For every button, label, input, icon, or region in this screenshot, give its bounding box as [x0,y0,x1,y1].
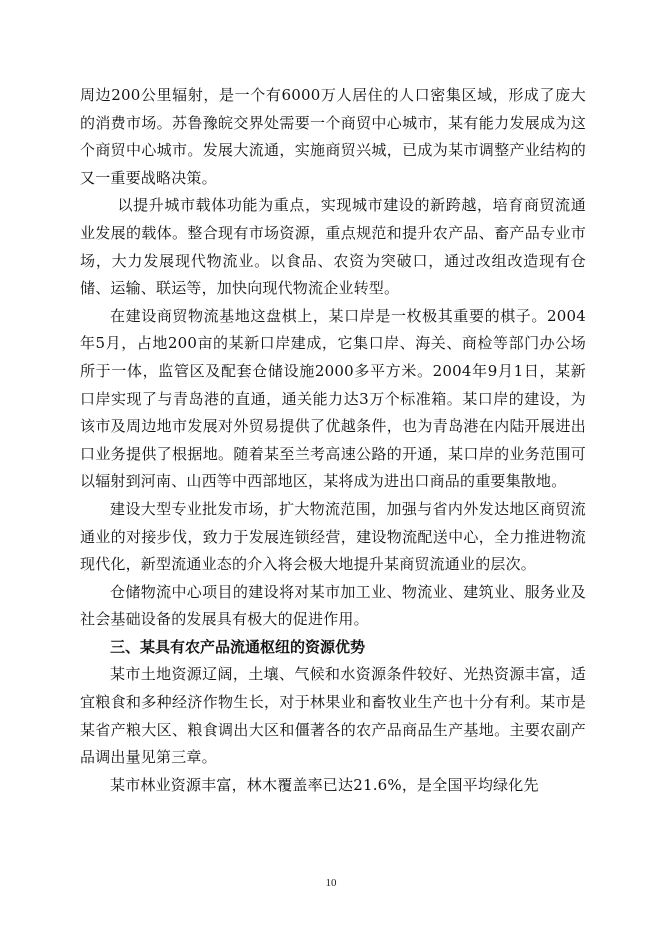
paragraph-forestry-resources: 某市林业资源丰富，林木覆盖率已达21.6%，是全国平均绿化先 [110,775,539,794]
paragraph-land-resources: 某市土地资源辽阔，土壤、气候和水资源条件较好、光热资源丰富，适宜粮食和多种经济作物生长，对于林果业和畜牧业生产也十分有利。某市是某省产粮大区、粮食调出大区和僵著各的农产品商品生产基地。主要农副产品调出量见第三章。 [80,665,586,767]
body-text [80,82,586,799]
paragraph-regional-market: 周边200公里辐射，是一个有6000万人居住的人口密集区域，形成了庞大的消费市场。苏鲁豫皖交界处需要一个商贸中心城市，某有能力发展成为这个商贸中心城市。发展大流通，实施商贸兴城，已成为某市调整产业结构的又一重要战略决策。 [80,86,586,187]
section-heading: 三、某具有农产品流通枢纽的资源优势 [110,637,366,656]
paragraph-logistics-center: 仓储物流中心项目的建设将对某市加工业、物流业、建筑业、服务业及社会基础设备的发展具有极大的促进作用。 [80,582,586,629]
paragraph-wholesale-market: 建设大型专业批发市场，扩大物流范围，加强与省内外发达地区商贸流通业的对接步伐，致力于发展连锁经营，建设物流配送中心，全力推进物流现代化，新型流通业态的介入将会极大地提升某商贸流通业的层次。 [80,499,586,574]
page-number: 10 [325,877,337,889]
paragraph-port-construction: 在建设商贸物流基地这盘棋上，某口岸是一枚极其重要的棋子。2004年5月，占地200亩的某新口岸建成，它集口岸、海关、商检等部门办公场所于一体，监管区及配套仓储设施2000多平方米。2004年9月1日，某新口岸实现了与青岛港的直通，通关能力达3万个标准箱。某口岸的建设，为该市及周边地市发展对外贸易提供了优越条件，也为青岛港在内陆开展进出口业务提供了根据地。随着某至兰考高速公路的开通，某口岸的业务范围可以辐射到河南、山西等中西部地区，某将成为进出口商品的重要集散地。 [80,306,586,491]
paragraph-city-carrier: 以提升城市载体功能为重点，实现城市建设的新跨越，培育商贸流通业发展的载体。整合现有市场资源，重点规范和提升农产品、畜产品专业市场，大力发展现代物流业。以食品、农资为突破口，通过改组改造现有仓储、运输、联运等，加快向现代物流企业转型。 [80,196,586,298]
